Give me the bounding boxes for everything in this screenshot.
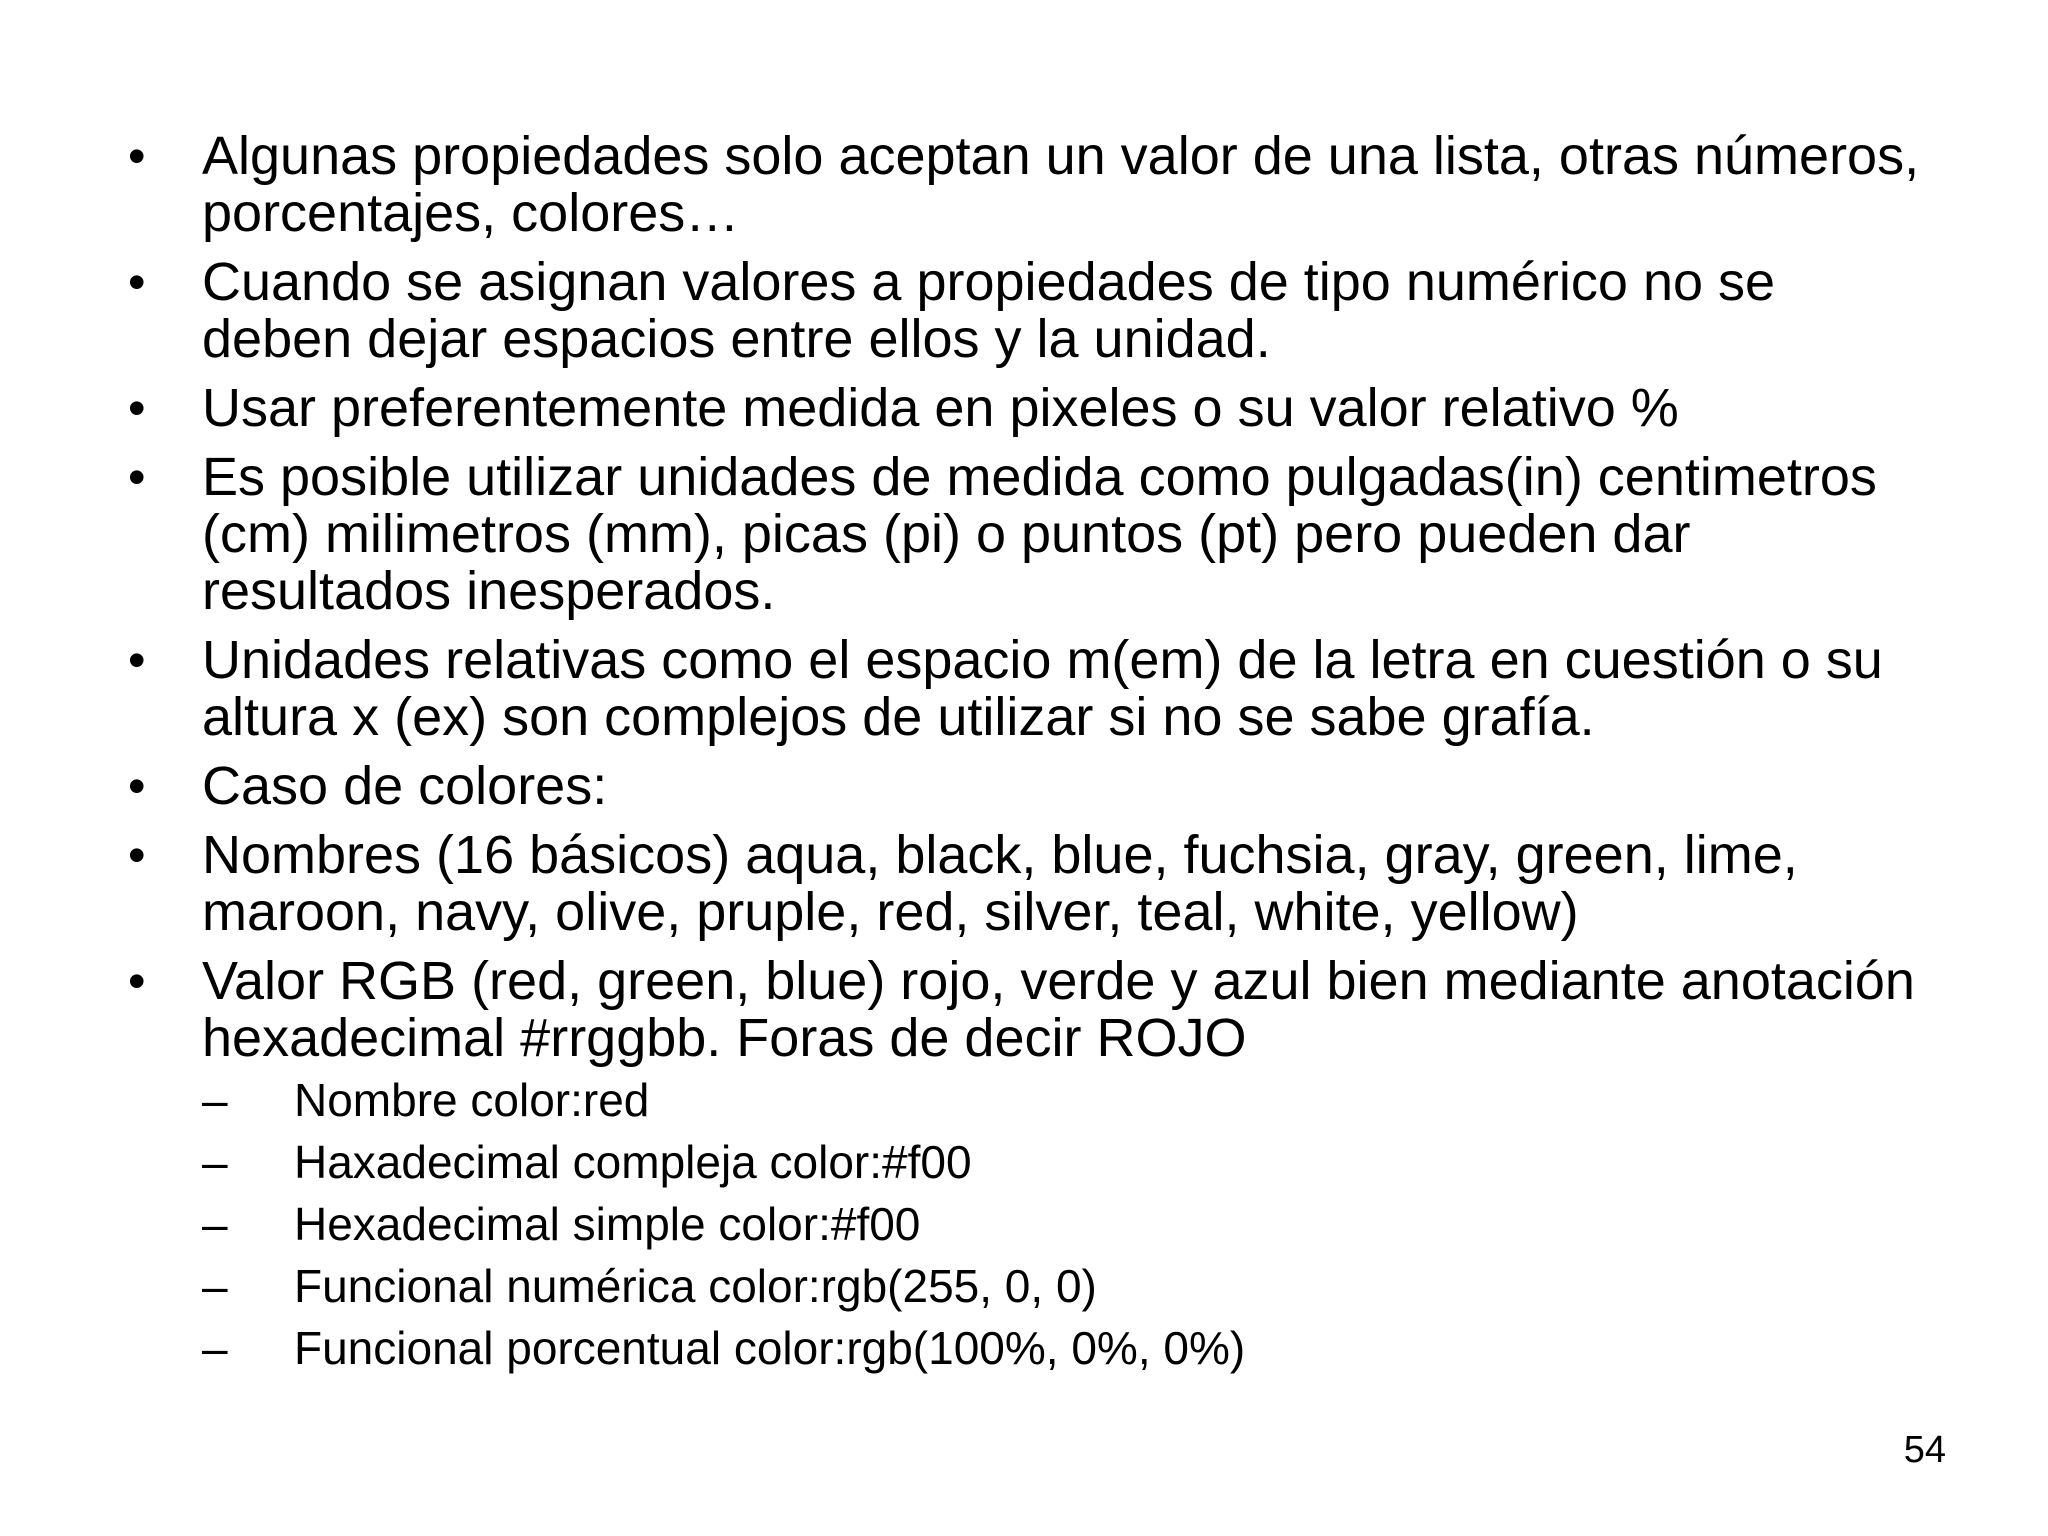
bullet-item-6: [120, 758, 1940, 815]
sub-bullet-item-3: [202, 1199, 1940, 1249]
bullet-item-3: [120, 380, 1940, 437]
bullet-icon: •: [128, 632, 146, 688]
bullet-list: [120, 128, 1940, 1373]
bullet-text: Cuando se asignan valores a propiedades de tipo numérico no se deben dejar espacios entre ellos y la unidad.: [202, 252, 1776, 369]
bullet-item-5: [120, 632, 1940, 746]
sub-bullet-text: Hexadecimal simple color:#f00: [294, 1198, 921, 1250]
sub-bullet-item-2: [202, 1137, 1940, 1187]
sub-bullet-item-4: [202, 1261, 1940, 1311]
bullet-item-4: [120, 449, 1940, 620]
bullet-text: Algunas propiedades solo aceptan un valor de una lista, otras números, porcentajes, colores…: [202, 126, 1920, 243]
bullet-icon: •: [128, 380, 146, 436]
bullet-text: Nombres (16 básicos) aqua, black, blue, fuchsia, gray, green, lime, maroon, navy, olive, pruple, red, silver, teal, white, yellow): [202, 825, 1798, 942]
sub-bullet-text: Haxadecimal compleja color:#f00: [294, 1136, 972, 1188]
bullet-text: Caso de colores:: [202, 756, 608, 816]
slide-content: [120, 128, 1940, 1385]
bullet-icon: •: [128, 953, 146, 1009]
bullet-text: Unidades relativas como el espacio m(em) de la letra en cuestión o su altura x (ex) son complejos de utilizar si no se sabe grafía.: [202, 630, 1883, 747]
bullet-icon: •: [128, 254, 146, 310]
sub-bullet-item-5: [202, 1323, 1940, 1373]
dash-icon: –: [202, 1136, 228, 1188]
bullet-item-8: [120, 953, 1940, 1373]
sub-bullet-text: Nombre color:red: [294, 1074, 650, 1126]
bullet-text: Usar preferentemente medida en pixeles o su valor relativo %: [202, 378, 1679, 438]
page-number: 54: [1903, 1429, 1946, 1471]
sub-bullet-text: Funcional porcentual color:rgb(100%, 0%, 0%): [294, 1322, 1246, 1374]
dash-icon: –: [202, 1260, 228, 1312]
bullet-text: Valor RGB (red, green, blue) rojo, verde y azul bien mediante anotación hexadecimal #rrggbb. Foras de decir ROJO: [202, 951, 1915, 1068]
bullet-item-1: [120, 128, 1940, 242]
sub-bullet-text: Funcional numérica color:rgb(255, 0, 0): [294, 1260, 1097, 1312]
dash-icon: –: [202, 1322, 228, 1374]
bullet-icon: •: [128, 128, 146, 184]
bullet-icon: •: [128, 449, 146, 505]
bullet-icon: •: [128, 758, 146, 814]
dash-icon: –: [202, 1074, 228, 1126]
sub-bullet-item-1: [202, 1075, 1940, 1125]
bullet-item-2: [120, 254, 1940, 368]
bullet-text: Es posible utilizar unidades de medida como pulgadas(in) centimetros (cm) milimetros (mm), picas (pi) o puntos (pt) pero pueden dar resultados inesperados.: [202, 447, 1877, 621]
dash-icon: –: [202, 1198, 228, 1250]
bullet-item-7: [120, 827, 1940, 941]
sub-bullet-list: [202, 1075, 1940, 1373]
bullet-icon: •: [128, 827, 146, 883]
